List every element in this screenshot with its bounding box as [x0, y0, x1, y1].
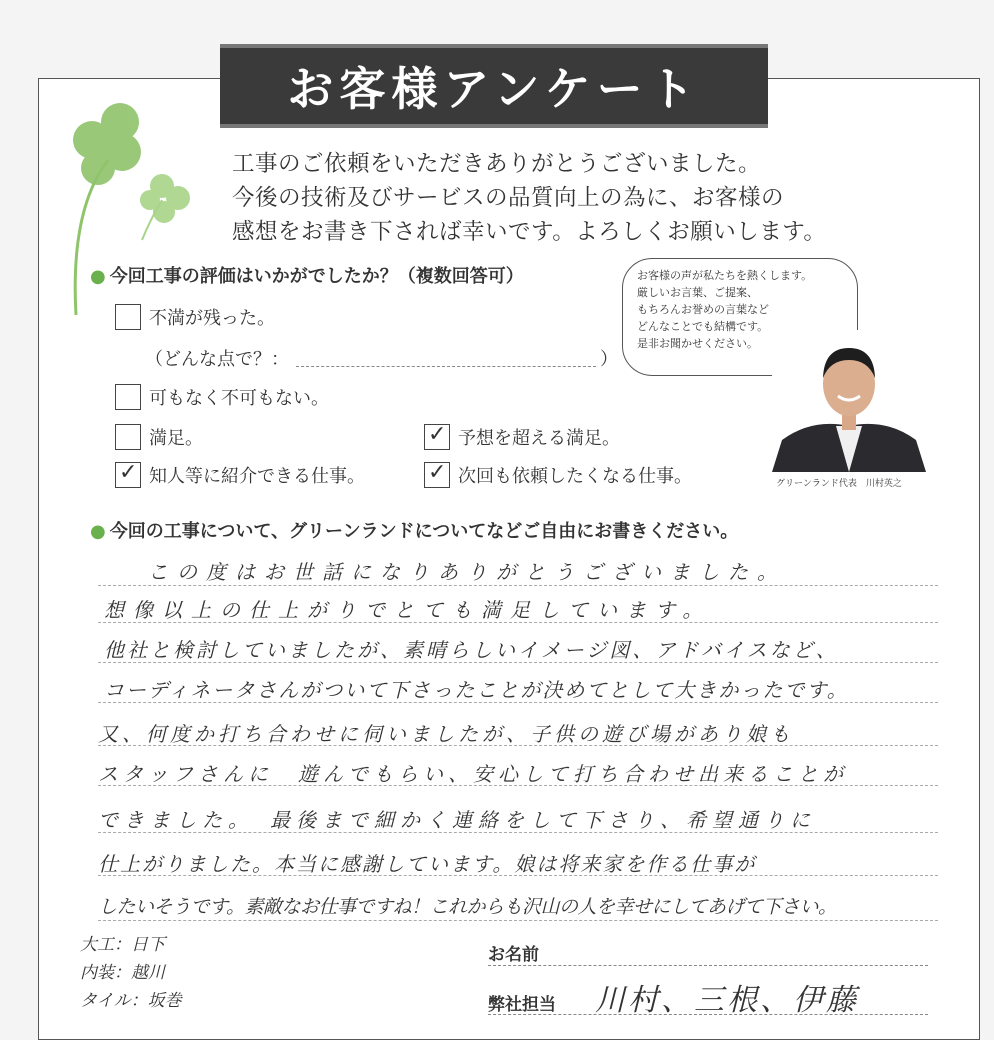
writing-line — [98, 920, 938, 921]
bubble-line: 厳しいお言葉、ご提案、 — [637, 286, 758, 299]
question1-heading: ● 今回工事の評価はいかがでしたか？（複数回答可） — [90, 266, 524, 287]
name-label: お名前 — [488, 945, 539, 965]
intro-line-1: 工事のご依頼をいただきありがとうございました。 — [232, 151, 762, 177]
writing-line — [98, 585, 938, 586]
staff-line — [488, 1014, 928, 1015]
intro-line-3: 感想をお書き下されば幸いです。よろしくお願いします。 — [232, 219, 827, 245]
staff-signature: 川村、三根、伊藤 — [595, 983, 859, 1018]
question2-heading: ● 今回の工事について、グリーンランドについてなどご自由にお書きください。 — [90, 521, 739, 542]
photo-caption: グリーンランド代表 川村英之 — [776, 479, 902, 489]
page-title: お客様アンケート — [287, 62, 701, 116]
staff-label: 弊社担当 — [488, 995, 556, 1015]
option-satisfied[interactable]: 満足。 — [115, 424, 203, 450]
comment-line-4: コーディネータさんがついて下さったことが決めてとして大きかったです。 — [104, 678, 849, 702]
detail-answer-line[interactable] — [296, 366, 596, 367]
bubble-line: どんなことでも結構です。 — [637, 320, 769, 333]
staff-note-carpenter: 大工：日下 — [80, 935, 165, 955]
detail-prompt: （どんな点で？： — [145, 349, 289, 370]
checkbox-dissatisfied[interactable] — [115, 304, 141, 330]
comment-line-2: 想像以上の仕上がりでとても満足しています。 — [104, 598, 712, 622]
comment-line-7: できました。 最後まで細かく連絡をして下さり、希望通りに — [98, 808, 816, 832]
comment-line-5: 又、何度か打ち合わせに伺いましたが、子供の遊び場があり娘も — [98, 722, 794, 746]
comment-line-1: この度はお世話になりありがとうございました。 — [148, 560, 786, 584]
comment-line-6: スタッフさんに 遊んでもらい、安心して打ち合わせ出来ることが — [98, 762, 848, 786]
option-request-again[interactable]: ✓ 次回も依頼したくなる仕事。 — [424, 462, 692, 488]
bullet-icon: ● — [90, 266, 106, 287]
option-dissatisfied[interactable]: 不満が残った。 — [115, 304, 275, 330]
bubble-line: お客様の声が私たちを熱くします。 — [637, 269, 813, 282]
checkbox-beyond-expectations[interactable] — [424, 424, 450, 450]
comment-line-9: したいそうです。素敵なお仕事ですね！これからも沢山の人を幸せにしてあげて下さい。 — [98, 896, 837, 918]
checkbox-neutral[interactable] — [115, 384, 141, 410]
staff-note-tile: タイル：坂巻 — [80, 991, 182, 1011]
option-neutral[interactable]: 可もなく不可もない。 — [115, 384, 329, 410]
option-beyond-expectations[interactable]: ✓ 予想を超える満足。 — [424, 424, 620, 450]
bubble-line: 是非お聞かせください。 — [637, 337, 758, 350]
name-line[interactable] — [488, 965, 928, 966]
comment-line-8: 仕上がりました。本当に感謝しています。娘は将来家を作る仕事が — [98, 852, 757, 876]
staff-note-interior: 内装：越川 — [80, 963, 165, 983]
bubble-line: もちろんお誉めの言葉など — [637, 303, 769, 316]
intro-line-2: 今後の技術及びサービスの品質向上の為に、お客様の — [232, 185, 785, 211]
checkbox-recommend[interactable] — [115, 462, 141, 488]
title-bar — [220, 44, 768, 128]
comment-line-3: 他社と検討していましたが、素晴らしいイメージ図、アドバイスなど、 — [104, 638, 839, 662]
option-recommend[interactable]: ✓ 知人等に紹介できる仕事。 — [115, 462, 365, 488]
detail-close: ） — [600, 349, 618, 370]
bullet-icon: ● — [90, 521, 106, 542]
checkbox-request-again[interactable] — [424, 462, 450, 488]
checkbox-satisfied[interactable] — [115, 424, 141, 450]
representative-photo — [772, 330, 926, 472]
